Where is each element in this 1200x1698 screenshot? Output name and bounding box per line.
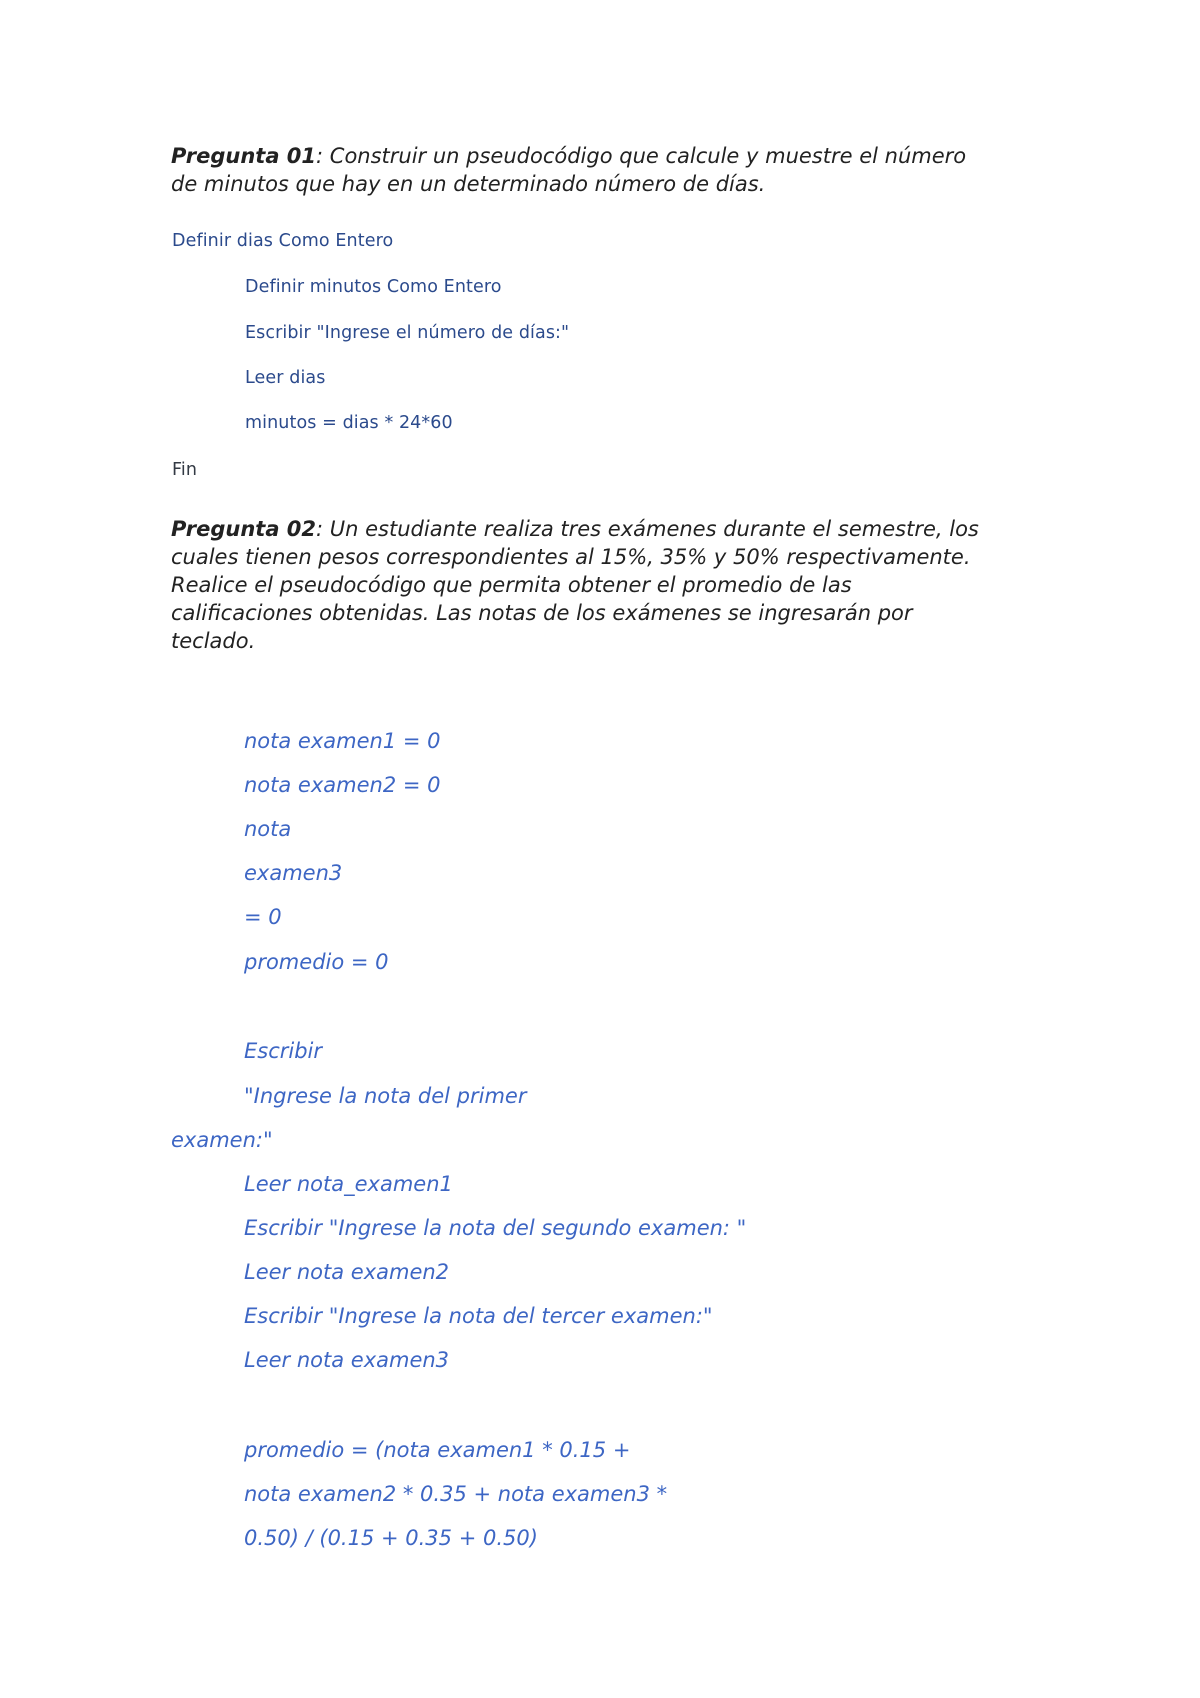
code1-line: minutos = dias * 24*60 (245, 413, 453, 433)
code2-line: 0.50) / (0.15 + 0.35 + 0.50) (244, 1526, 538, 1550)
code2-line: promedio = 0 (244, 950, 389, 974)
code2-line: Leer nota examen2 (244, 1260, 450, 1284)
question-2-line-3: Realice el pseudocódigo que permita obtener el promedio de las (171, 573, 852, 597)
question-1-label: Pregunta 01 (171, 144, 317, 168)
code2-line: nota (244, 817, 292, 841)
code1-line: Fin (172, 460, 198, 480)
code2-line: nota examen2 = 0 (244, 773, 441, 797)
code2-line: = 0 (244, 905, 282, 929)
question-1-text: : Construir un pseudocódigo que calcule y muestre el número (316, 144, 967, 168)
code2-line: promedio = (nota examen1 * 0.15 + (244, 1438, 631, 1462)
question-2-line-1 (171, 515, 979, 543)
question-2-text: : Un estudiante realiza tres exámenes durante el semestre, los (316, 517, 979, 541)
code1-line: Escribir "Ingrese el número de días:" (245, 323, 570, 343)
code1-line: Definir minutos Como Entero (245, 277, 502, 297)
code2-line: Leer nota examen3 (244, 1348, 450, 1372)
code2-line: Escribir "Ingrese la nota del segundo examen: " (244, 1216, 747, 1240)
question-2-line-4: calificaciones obtenidas. Las notas de los exámenes se ingresarán por (171, 601, 913, 625)
code2-line: Escribir (244, 1039, 323, 1063)
code2-line: nota examen1 = 0 (244, 729, 441, 753)
code2-line: examen3 (244, 861, 343, 885)
question-1-line-2: de minutos que hay en un determinado número de días. (171, 172, 766, 196)
question-1-line-1 (171, 142, 966, 170)
code1-line: Definir dias Como Entero (172, 231, 394, 251)
question-2-label: Pregunta 02 (171, 517, 317, 541)
question-2-line-5: teclado. (171, 629, 256, 653)
question-2-line-2: cuales tienen pesos correspondientes al 15%, 35% y 50% respectivamente. (171, 545, 971, 569)
code2-line: Leer nota_examen1 (244, 1172, 453, 1196)
code2-line: Escribir "Ingrese la nota del tercer examen:" (244, 1304, 713, 1328)
code2-line: examen:" (171, 1128, 273, 1152)
code2-line: "Ingrese la nota del primer (244, 1084, 527, 1108)
code1-line: Leer dias (245, 368, 326, 388)
code2-line: nota examen2 * 0.35 + nota examen3 * (244, 1482, 668, 1506)
